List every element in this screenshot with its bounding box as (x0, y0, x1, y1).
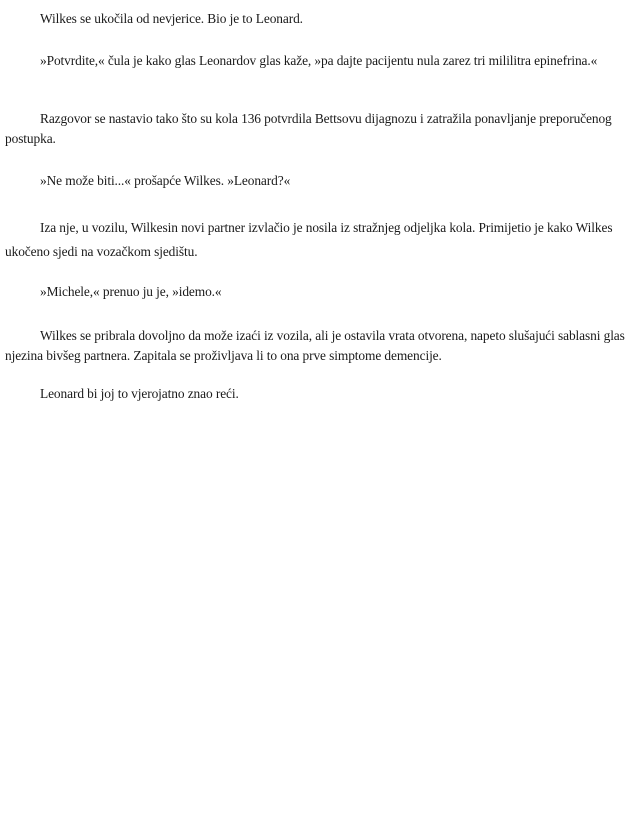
paragraph-2: »Potvrdite,« čula je kako glas Leonardov glas kaže, »pa dajte pacijentu nula zarez tri mililitra epinefrina.« (40, 53, 598, 68)
paragraph-7: Wilkes se pribrala dovoljno da može izaći iz vozila, ali je ostavila vrata otvorena, napeto slušajući sablasni glas njezina bivšeg partnera. Zapitala se proživljava li to ona prve simptome demencije. (5, 328, 625, 363)
paragraph-1: Wilkes se ukočila od nevjerice. Bio je to Leonard. (40, 11, 303, 26)
paragraph-8: Leonard bi joj to vjerojatno znao reći. (40, 386, 239, 401)
paragraph-5: Iza nje, u vozilu, Wilkesin novi partner izvlačio je nosila iz stražnjeg odjeljka kola. Primijetio je kako Wilkes ukočeno sjedi na vozačkom sjedištu. (5, 220, 613, 259)
paragraph-6: »Michele,« prenuo ju je, »idemo.« (40, 284, 222, 299)
paragraph-3: Razgovor se nastavio tako što su kola 136 potvrdila Bettsovu dijagnozu i zatražila ponavljanje preporučenog postupka. (5, 111, 612, 146)
paragraph-4: »Ne može biti...« prošapće Wilkes. »Leonard?« (40, 173, 291, 188)
